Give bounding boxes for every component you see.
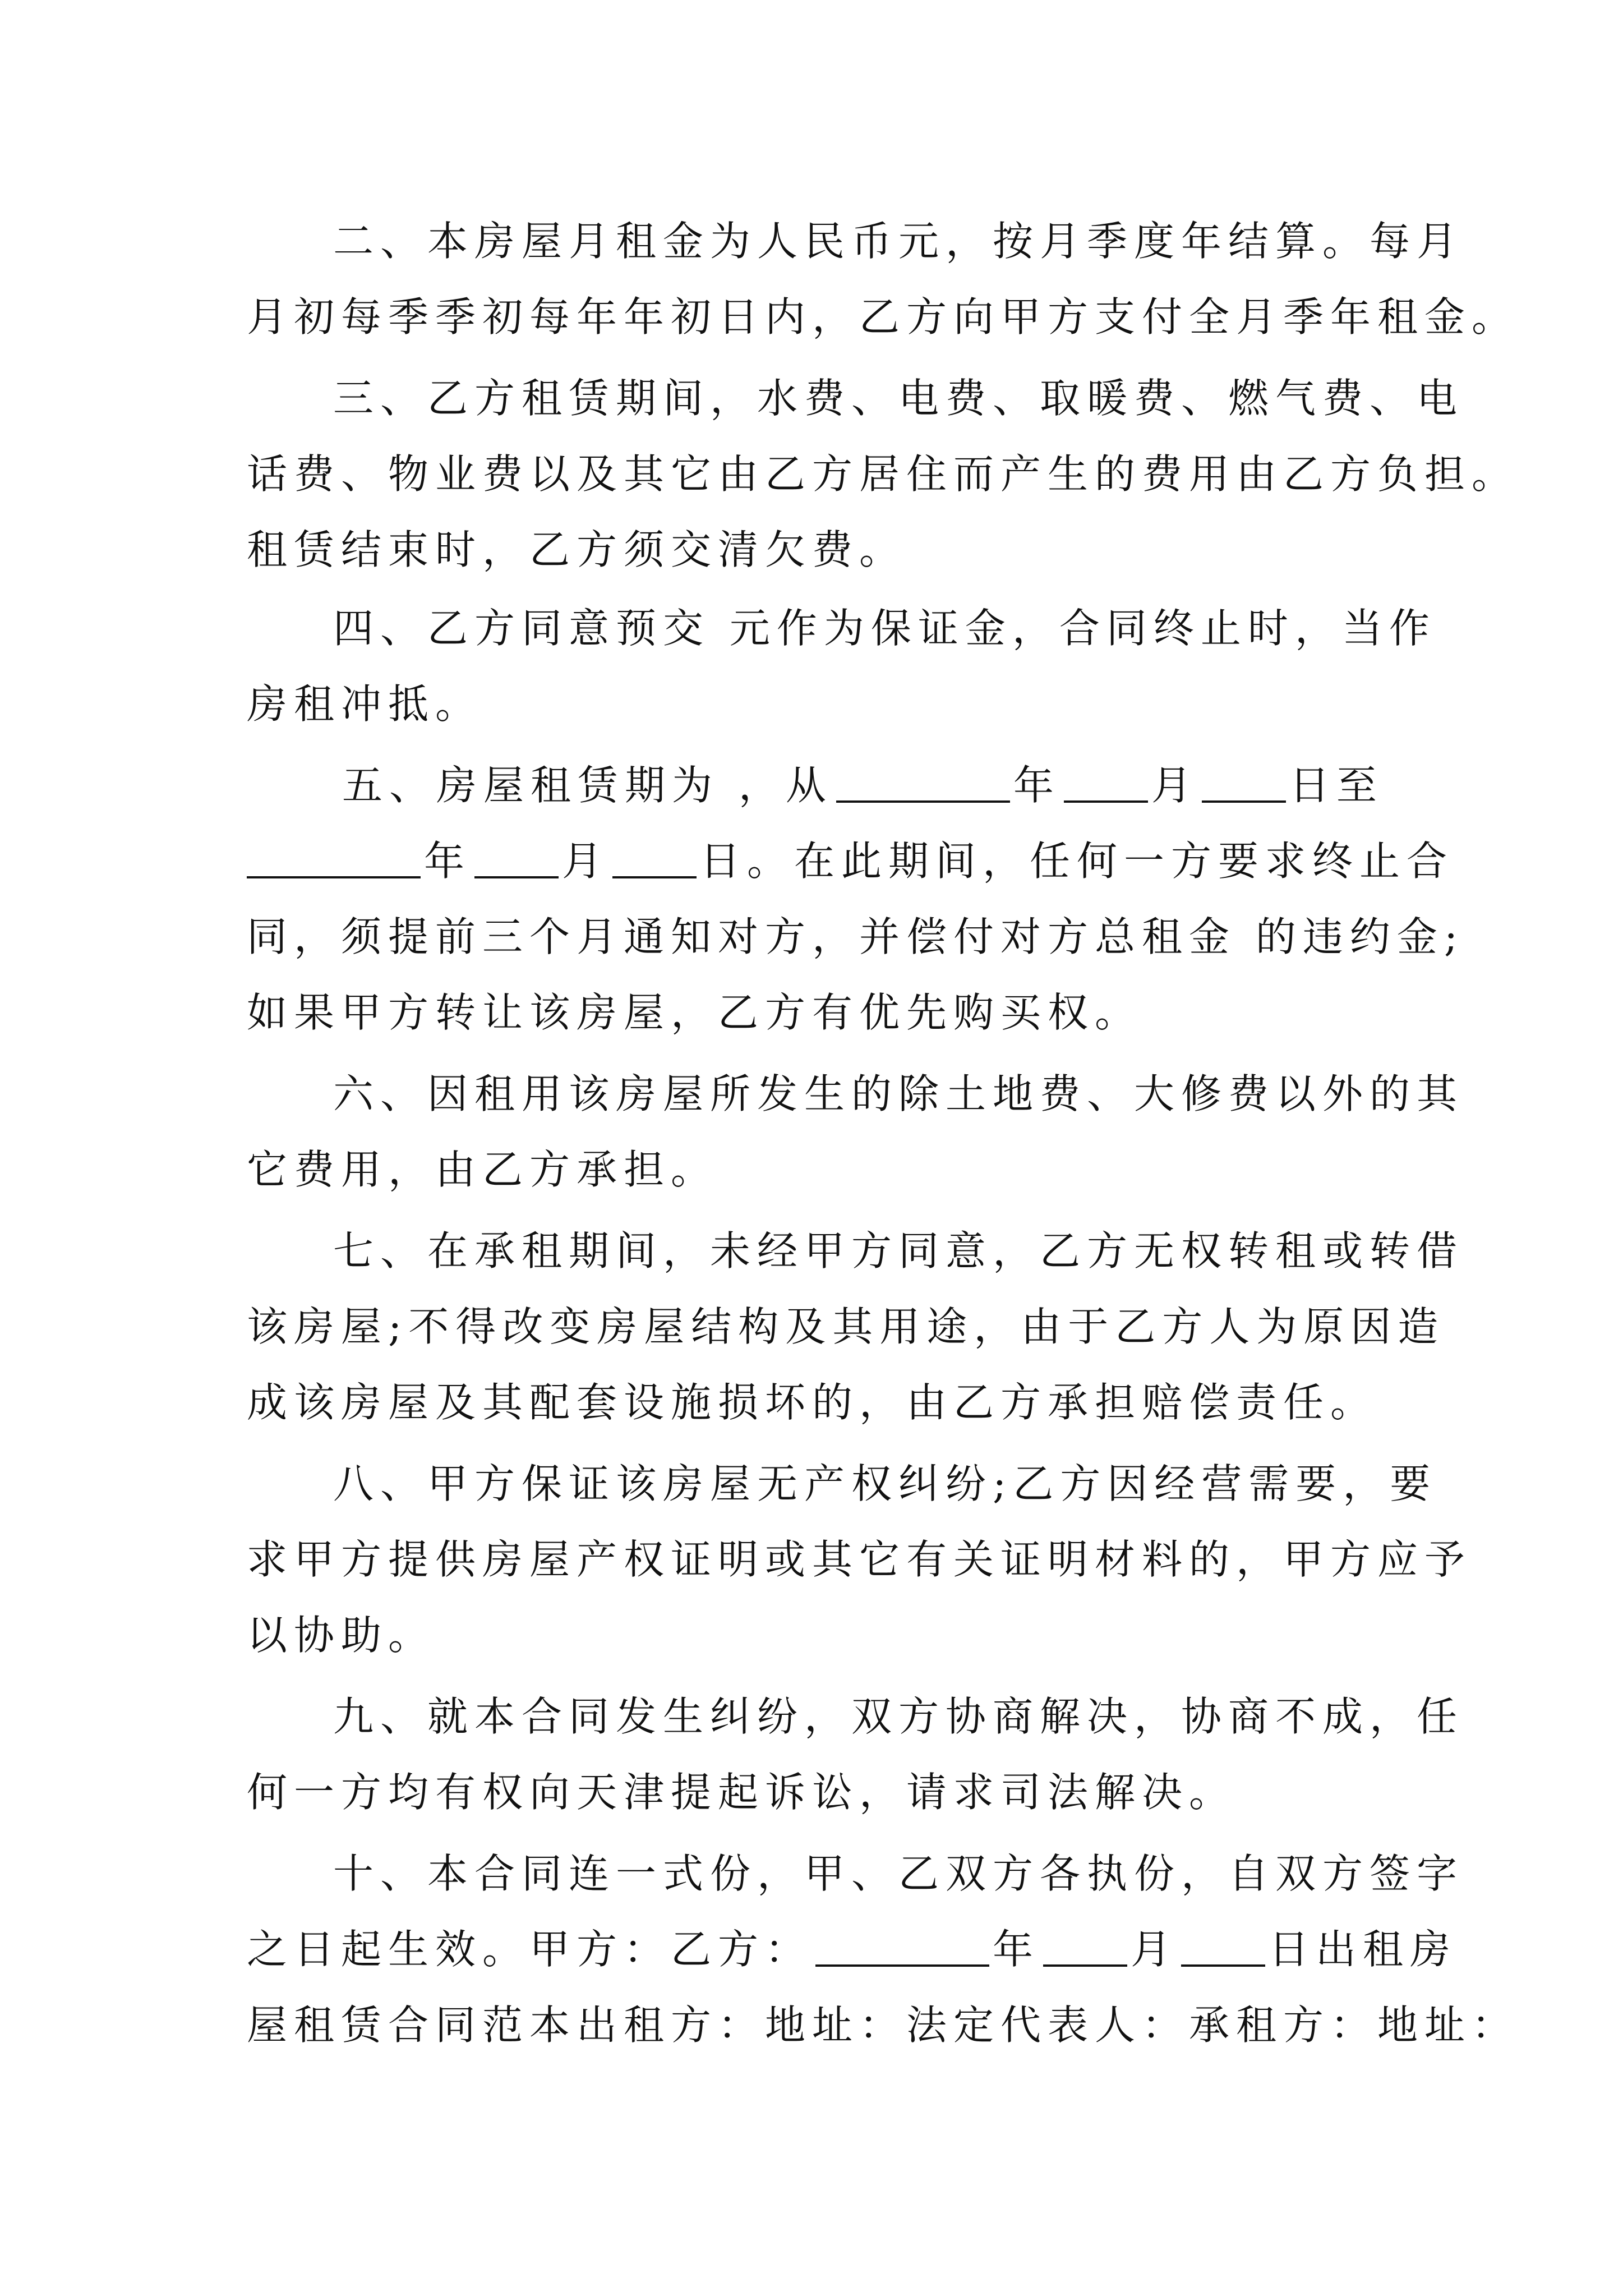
text-line: 月初每季季初每年年初日内，乙方向甲方支付全月季年租金。: [247, 293, 1519, 341]
text-segment: 日至: [1289, 762, 1384, 809]
text-segment: 之日起生效。甲方：乙方：: [247, 1926, 813, 1973]
text-segment: 月: [1151, 762, 1198, 809]
text-line: 该房屋;不得改变房屋结构及其用途，由于乙方人为原因造: [247, 1303, 1445, 1350]
text-line: 三、乙方租赁期间，水费、电费、取暖费、燃气费、电: [333, 375, 1464, 422]
blank-line: [1064, 760, 1148, 803]
text-line: 十、本合同连一式份，甲、乙双方各执份，自双方签字: [333, 1850, 1464, 1897]
text-line: 八、甲方保证该房屋无产权纠纷;乙方因经营需要，要: [333, 1460, 1437, 1507]
text-line: 话费、物业费以及其它由乙方居住而产生的费用由乙方负担。: [247, 450, 1519, 498]
text-line: 如果甲方转让该房屋，乙方有优先购买权。: [247, 989, 1142, 1036]
blank-line: [1181, 1924, 1265, 1967]
blank-line: [612, 836, 697, 878]
text-line: 以协助。: [247, 1612, 436, 1659]
text-line: [247, 1916, 1458, 1983]
text-line: 成该房屋及其配套设施损坏的，由乙方承担赔偿责任。: [247, 1379, 1378, 1426]
blank-line: [247, 836, 421, 878]
text-segment: 日出租房: [1269, 1926, 1458, 1973]
text-segment: 五、房屋租赁期为 ，从: [342, 762, 833, 809]
text-segment: 月: [562, 838, 610, 885]
text-line: 租赁结束时，乙方须交清欠费。: [247, 526, 907, 573]
text-line: 何一方均有权向天津提起诉讼，请求司法解决。: [247, 1769, 1237, 1816]
blank-line: [1202, 760, 1286, 803]
text-line: 四、乙方同意预交 元作为保证金，合同终止时，当作: [333, 605, 1436, 652]
blank-line: [836, 760, 1010, 803]
text-line: 七、在承租期间，未经甲方同意，乙方无权转租或转借: [333, 1227, 1464, 1274]
text-segment: 年: [424, 838, 472, 885]
text-line: 六、因租用该房屋所发生的除土地费、大修费以外的其: [333, 1070, 1464, 1117]
blank-line: [474, 836, 559, 878]
text-line: 屋租赁合同范本出租方：地址：法定代表人：承租方：地址：: [247, 2001, 1519, 2049]
text-line: [247, 827, 1454, 895]
text-segment: 月: [1131, 1926, 1178, 1973]
text-line: [342, 752, 1497, 819]
text-line: 同，须提前三个月通知对方，并偿付对方总租金 的违约金;: [247, 913, 1465, 960]
text-segment: 日。在此期间，任何一方要求终止合: [700, 838, 1454, 885]
blank-line: [1043, 1924, 1127, 1967]
text-line: 二、本房屋月租金为人民币元，按月季度年结算。每月: [333, 218, 1464, 265]
text-segment: 年: [1013, 762, 1061, 809]
text-line: 房租冲抵。: [247, 680, 483, 728]
text-line: 九、就本合同发生纠纷，双方协商解决，协商不成，任: [333, 1693, 1464, 1740]
text-line: 它费用，由乙方承担。: [247, 1146, 718, 1193]
text-line: 求甲方提供房屋产权证明或其它有关证明材料的，甲方应予: [247, 1536, 1472, 1583]
blank-line: [815, 1924, 989, 1967]
text-segment: 年: [993, 1926, 1040, 1973]
